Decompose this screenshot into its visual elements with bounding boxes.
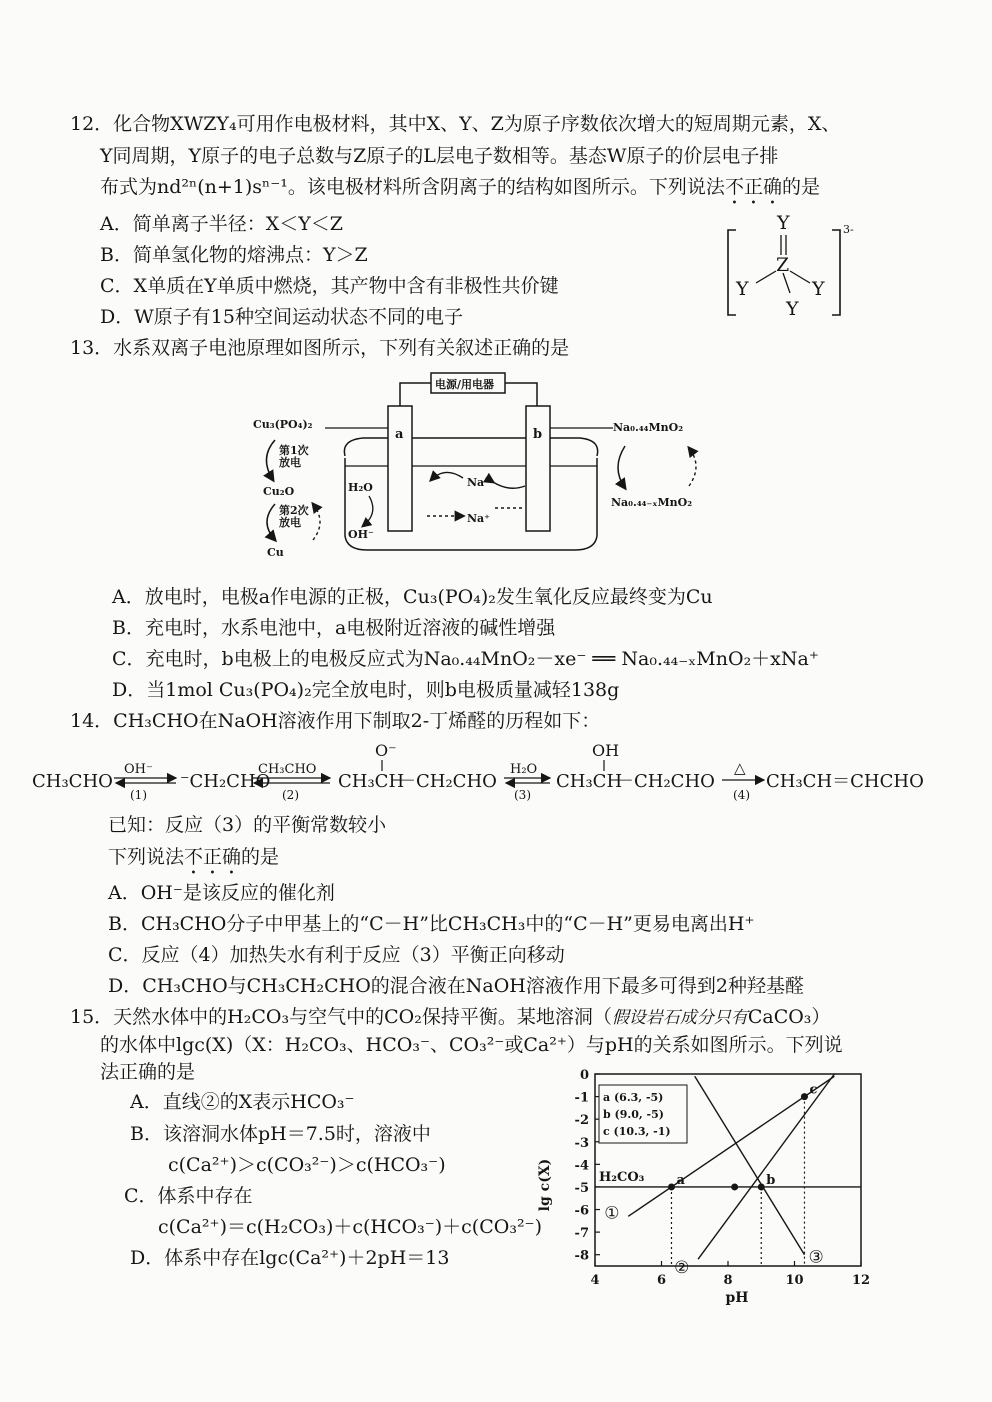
step2-reagent: CH₃CHO xyxy=(258,762,317,777)
point-a xyxy=(668,1183,675,1190)
first-discharge-line2: 放电 xyxy=(279,456,301,469)
q15-line2: 的水体中lgc(X)（X：H₂CO₃、HCO₃⁻、CO₃²⁻或Ca²⁺）与pH的关系如图所示。下列说 xyxy=(100,1034,843,1056)
q12-line3: 布式为nd²ⁿ(n+1)sⁿ⁻¹。该电极材料所含阴离子的结构如图所示。下列说法不正确的是 xyxy=(100,176,820,198)
ion-left-atom: Y xyxy=(736,278,749,300)
y-tick-label: -7 xyxy=(574,1226,589,1242)
y-tick-label: -2 xyxy=(574,1113,589,1129)
cu-label: Cu xyxy=(267,546,284,559)
first-discharge-line1: 第1次 xyxy=(279,444,309,457)
na044xmno2-label: Na₀.₄₄₋ₓMnO₂ xyxy=(611,496,693,509)
q15-option-d: D．体系中存在lgc(Ca²⁺)＋2pH＝13 xyxy=(130,1247,450,1269)
series-line-3 xyxy=(695,1076,805,1254)
hydroxide-label: OH⁻ xyxy=(348,528,374,541)
step3-reagent: H₂O xyxy=(510,762,538,777)
q14-option-d: D．CH₃CHO与CH₃CH₂CHO的混合液在NaOH溶液作用下最多可得到2种羟基醛 xyxy=(108,975,804,997)
point-label-b: b xyxy=(766,1172,776,1188)
ion-right-atom: Y xyxy=(812,278,825,300)
x-tick-label: 4 xyxy=(590,1273,600,1288)
step1-reagent: OH⁻ xyxy=(124,762,153,777)
legend-point-b: b (9.0, -5) xyxy=(603,1108,664,1121)
lgc-ph-chart xyxy=(535,1060,875,1310)
intersection-point xyxy=(731,1183,738,1190)
species-aldol-right: －CH₂CHO xyxy=(616,771,715,792)
q12-line1: 12．化合物XWZY₄可用作电极材料，其中X、Y、Z为原子序数依次增大的短周期元素，X、 xyxy=(70,113,841,135)
power-supply-label: 电源/用电器 xyxy=(435,378,495,391)
point-c xyxy=(801,1093,808,1100)
step1-number: (1) xyxy=(130,788,147,802)
legend-point-a: a (6.3, -5) xyxy=(603,1091,664,1104)
point-b xyxy=(758,1183,765,1190)
x-tick-label: 10 xyxy=(785,1273,804,1288)
q15-option-a: A．直线②的X表示HCO₃⁻ xyxy=(130,1091,355,1113)
x-axis-label: pH xyxy=(725,1290,749,1306)
q14-option-c: C．反应（4）加热失水有利于反应（3）平衡正向移动 xyxy=(108,944,565,966)
na044mno2-label: Na₀.₄₄MnO₂ xyxy=(613,421,684,434)
series-label-1: ① xyxy=(604,1203,620,1224)
second-discharge-line1: 第2次 xyxy=(279,504,309,517)
species-alkoxide-left: CH₃CH xyxy=(338,771,405,792)
q12-option-b: B．简单氢化物的熔沸点：Y＞Z xyxy=(100,244,368,266)
ion-center-atom: Z xyxy=(776,254,790,276)
species-aldol-hydroxyl: OH xyxy=(592,741,620,760)
q12-option-c: C．X单质在Y单质中燃烧，其产物中含有非极性共价键 xyxy=(100,275,559,297)
cu2o-label: Cu₂O xyxy=(263,485,295,498)
water-label: H₂O xyxy=(348,481,373,494)
y-tick-label: -4 xyxy=(574,1158,589,1174)
q14-stem: 14．CH₃CHO在NaOH溶液作用下制取2-丁烯醛的历程如下： xyxy=(70,710,601,732)
step4-heat: △ xyxy=(734,759,746,777)
step4-number: (4) xyxy=(733,788,750,802)
x-tick-label: 12 xyxy=(851,1273,871,1288)
y-tick-label: -5 xyxy=(574,1180,589,1196)
electrode-a-label: a xyxy=(395,427,404,442)
legend-point-c: c (10.3, -1) xyxy=(603,1125,671,1138)
electrode-b-label: b xyxy=(533,427,543,442)
x-tick-label: 6 xyxy=(656,1273,667,1288)
q12-line2: Y同周期，Y原子的电子总数与Z原子的L层电子数相等。基态W原子的价层电子排 xyxy=(100,145,779,167)
step3-number: (3) xyxy=(514,788,531,802)
q15-option-b-line1: B．该溶洞水体pH＝7.5时，溶液中 xyxy=(130,1123,431,1145)
species-enolate: ⁻CH₂CHO xyxy=(180,771,271,792)
q15-option-c-line2: c(Ca²⁺)＝c(H₂CO₃)＋c(HCO₃⁻)＋c(CO₃²⁻) xyxy=(158,1216,542,1238)
q14-option-a: A．OH⁻是该反应的催化剂 xyxy=(108,882,335,904)
q13-option-d: D．当1mol Cu₃(PO₄)₂完全放电时，则b电极质量减轻138g xyxy=(112,679,620,701)
series-line-2 xyxy=(698,1074,834,1259)
q13-option-c: C．充电时，b电极上的电极反应式为Na₀.₄₄MnO₂－xe⁻ ══ Na₀.₄₄₋ₓMnO₂＋xNa⁺ xyxy=(112,648,819,670)
step2-number: (2) xyxy=(282,788,299,802)
species-aldol-left: CH₃CH xyxy=(556,771,623,792)
y-tick-label: 0 xyxy=(579,1068,589,1083)
y-tick-label: -1 xyxy=(574,1090,589,1106)
q15-line3: 法正确的是 xyxy=(100,1061,196,1083)
q12-option-a: A．简单离子半径：X＜Y＜Z xyxy=(100,213,343,235)
q14-option-b: B．CH₃CHO分子中甲基上的“C－H”比CH₃CH₃中的“C－H”更易电离出H⁺ xyxy=(108,913,755,935)
h2co3-line-label: H₂CO₃ xyxy=(599,1170,645,1185)
point-label-a: a xyxy=(676,1172,685,1188)
q12-option-d: D．W原子有15种空间运动状态不同的电子 xyxy=(100,306,463,328)
reaction-scheme xyxy=(30,738,980,810)
species-acetaldehyde: CH₃CHO xyxy=(32,771,113,792)
q14-known: 已知：反应（3）的平衡常数较小 xyxy=(108,814,387,836)
sodium-ion-lower: Na⁺ xyxy=(467,512,490,525)
cu3po42-label: Cu₃(PO₄)₂ xyxy=(253,418,313,431)
point-label-c: c xyxy=(809,1082,818,1098)
x-tick-label: 8 xyxy=(723,1273,733,1288)
q15-option-c-line1: C．体系中存在 xyxy=(124,1185,253,1207)
y-tick-label: -6 xyxy=(574,1203,589,1219)
q15-option-b-line2: c(Ca²⁺)＞c(CO₃²⁻)＞c(HCO₃⁻) xyxy=(168,1154,446,1176)
series-label-3: ③ xyxy=(808,1247,824,1268)
sodium-ion-upper: Na⁺ xyxy=(467,476,490,489)
y-tick-label: -8 xyxy=(574,1248,589,1264)
ion-charge: 3- xyxy=(843,223,854,236)
second-discharge-line2: 放电 xyxy=(279,516,301,529)
y-tick-label: -3 xyxy=(574,1135,589,1151)
q14-ask: 下列说法不正确的是 xyxy=(108,846,280,868)
ion-top-atom: Y xyxy=(777,212,790,234)
species-alkoxide-right: －CH₂CHO xyxy=(398,771,497,792)
ion-bottom-atom: Y xyxy=(786,298,799,320)
q13-option-b: B．充电时，水系电池中，a电极附近溶液的碱性增强 xyxy=(112,617,556,639)
y-axis-label: lg c(X) xyxy=(537,1158,553,1212)
anion-structure xyxy=(720,205,865,320)
q13-stem: 13．水系双离子电池原理如图所示，下列有关叙述正确的是 xyxy=(70,337,570,359)
battery-diagram xyxy=(245,368,715,578)
series-label-2: ② xyxy=(674,1258,690,1279)
species-alkoxide-oxygen: O⁻ xyxy=(375,741,397,760)
q15-line1: 15．天然水体中的H₂CO₃与空气中的CO₂保持平衡。某地溶洞（假设岩石成分只有CaCO₃） xyxy=(70,1006,831,1028)
q13-option-a: A．放电时，电极a作电源的正极，Cu₃(PO₄)₂发生氧化反应最终变为Cu xyxy=(112,586,713,608)
species-crotonaldehyde: CH₃CH＝CHCHO xyxy=(766,771,924,792)
